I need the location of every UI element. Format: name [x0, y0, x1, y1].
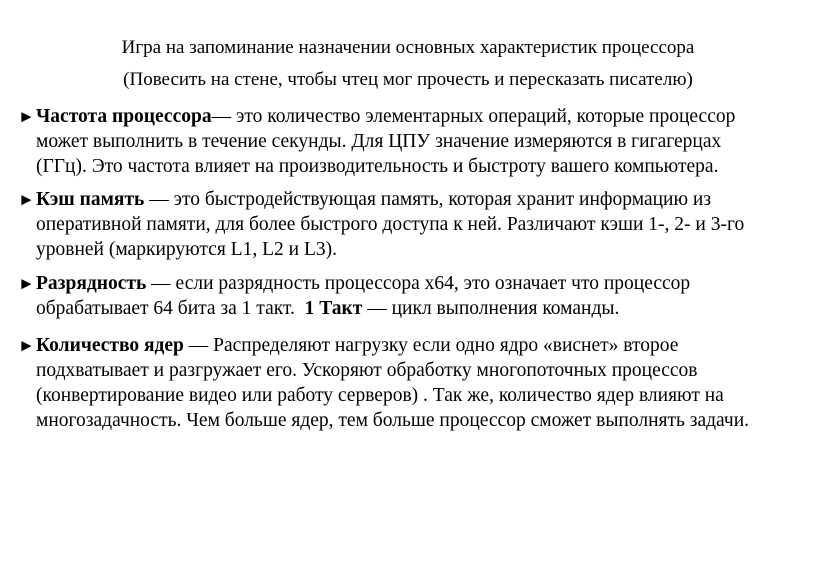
item-line — [18, 333, 808, 358]
item-line — [18, 104, 808, 129]
item-line: оперативной памяти, для более быстрого доступа к ней. Различают кэши 1-, 2- и 3-го — [36, 214, 745, 235]
triangle-bullet-icon: ► — [18, 190, 35, 209]
item-line — [18, 271, 808, 296]
item-line: подхватывает и разгружает его. Ускоряют обработку многопоточных процессов — [36, 360, 698, 381]
item-core-count — [18, 333, 808, 433]
item-cache-memory — [18, 187, 808, 262]
item-text: — если разрядность процессора x64, это означает что процессор — [146, 273, 691, 294]
triangle-bullet-icon: ► — [18, 336, 35, 355]
item-line: может выполнить в течение секунды. Для ЦПУ значение измеряются в гигагерцах — [36, 131, 722, 152]
item-text: — это быстродействующая память, которая хранит информацию из — [144, 189, 712, 210]
item-line: (конвертирование видео или работу серверов) . Так же, количество ядер влияют на — [36, 385, 724, 406]
item-term: Частота процессора — [36, 106, 212, 127]
item-term: Разрядность — [36, 273, 147, 294]
item-processor-frequency — [18, 104, 808, 179]
item-term: Кэш память — [36, 189, 145, 210]
document-title: Игра на запоминание назначении основных характеристик процессора — [121, 37, 695, 58]
triangle-bullet-icon: ► — [18, 107, 35, 126]
item-line: многозадачность. Чем больше ядер, тем больше процессор сможет выполнять задачи. — [36, 410, 750, 431]
item-line: уровней (маркируются L1, L2 и L3). — [36, 239, 337, 260]
item-bitness — [18, 271, 808, 321]
item-term: Количество ядер — [36, 335, 184, 356]
item-text: обрабатывает 64 бита за 1 такт. — [36, 298, 305, 319]
item-line — [18, 187, 808, 212]
item-text: — это количество элементарных операций, которые процессор — [211, 106, 736, 127]
item-term-clock-cycle: 1 Такт — [304, 298, 363, 319]
triangle-bullet-icon: ► — [18, 274, 35, 293]
item-line — [18, 296, 808, 321]
item-line: (ГГц). Это частота влияет на производительность и быстроту вашего компьютера. — [36, 156, 719, 177]
document-subtitle: (Повесить на стене, чтобы чтец мог прочесть и пересказать писателю) — [123, 69, 693, 90]
item-text: — Распределяют нагрузку если одно ядро «виснет» второе — [183, 335, 679, 356]
item-text: — цикл выполнения команды. — [362, 298, 620, 319]
